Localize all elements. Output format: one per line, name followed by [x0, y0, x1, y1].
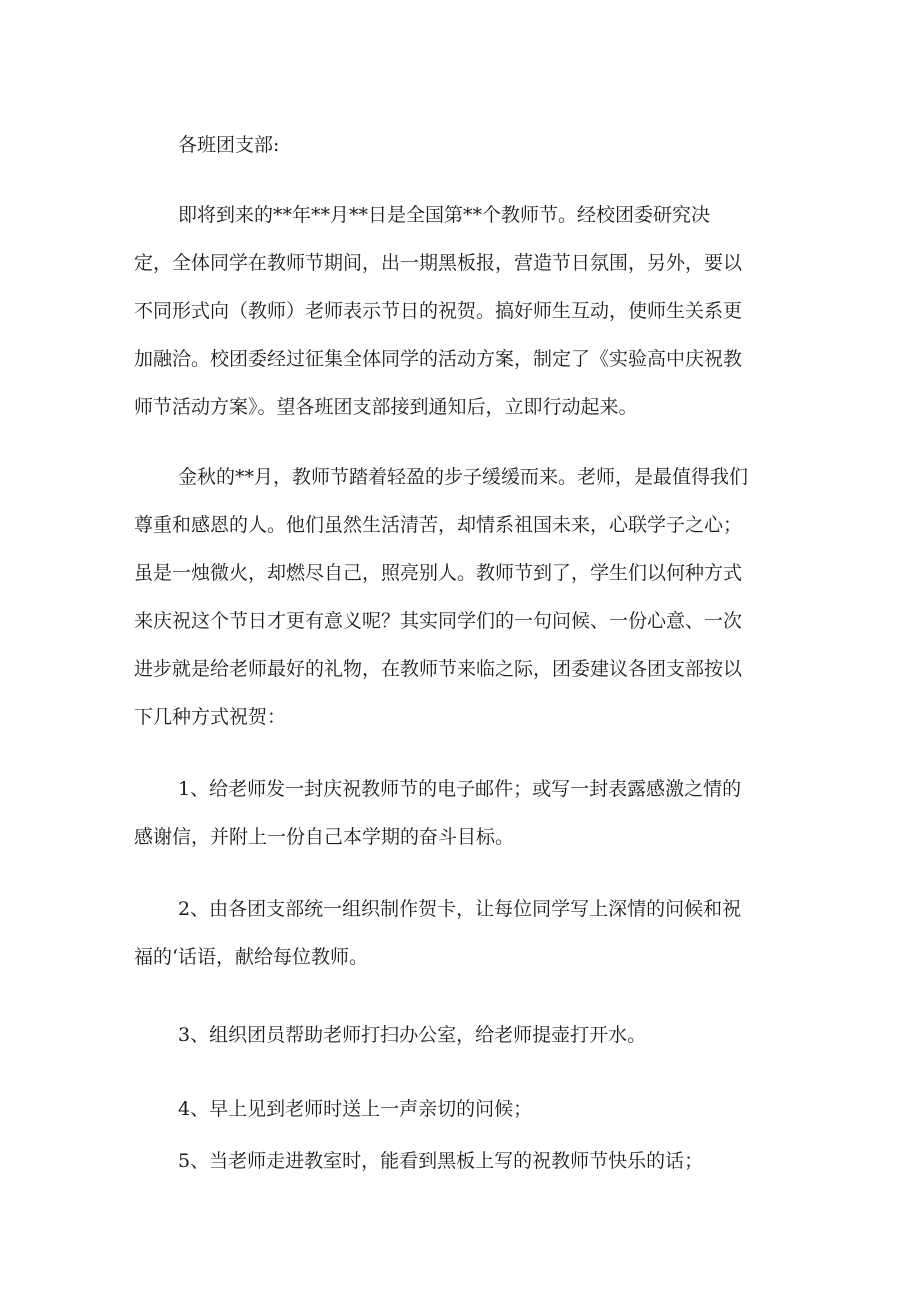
list-item-1-line-2: 感谢信，并附上一份自己本学期的奋斗目标。: [134, 826, 515, 848]
paragraph-1-line-1: 即将到来的**年**月**日是全国第**个教师节。经校团委研究决: [178, 204, 711, 226]
paragraph-2-line-6: 下几种方式祝贺：: [134, 706, 287, 728]
paragraph-2-line-5: 进步就是给老师最好的礼物，在教师节来临之际，团委建议各团支部按以: [134, 658, 743, 680]
list-item-3: 3、组织团员帮助老师打扫办公室，给老师提壶打开水。: [178, 1024, 647, 1046]
paragraph-2-line-3: 虽是一烛微火，却燃尽自己，照亮别人。教师节到了，学生们以何种方式: [134, 562, 743, 584]
list-item-2-line-2: 福的‘话语，献给每位教师。: [134, 946, 369, 968]
paragraph-2-line-4: 来庆祝这个节日才更有意义呢？其实同学们的一句问候、一份心意、一次: [134, 610, 743, 632]
list-item-2-line-1: 2、由各团支部统一组织制作贺卡，让每位同学写上深情的问候和祝: [178, 898, 742, 920]
paragraph-1-line-5: 师节活动方案》。望各班团支部接到通知后，立即行动起来。: [134, 396, 638, 418]
list-item-4: 4、早上见到老师时送上一声亲切的问候；: [178, 1098, 533, 1120]
paragraph-2-line-1: 金秋的**月，教师节踏着轻盈的步子缓缓而来。老师，是最值得我们: [178, 466, 749, 488]
paragraph-1-line-2: 定，全体同学在教师节期间，出一期黑板报，营造节日氛围，另外，要以: [134, 252, 743, 274]
paragraph-1-line-4: 加融洽。校团委经过征集全体同学的活动方案，制定了《实验高中庆祝教: [134, 348, 743, 370]
list-item-5: 5、当老师走进教室时，能看到黑板上写的祝教师节快乐的话；: [178, 1150, 704, 1172]
paragraph-2-line-2: 尊重和感恩的人。他们虽然生活清苦，却情系祖国未来，心联学子之心；: [134, 514, 743, 536]
paragraph-1-line-3: 不同形式向（教师）老师表示节日的祝贺。搞好师生互动，使师生关系更: [134, 300, 743, 322]
salutation: 各班团支部:: [178, 134, 280, 156]
list-item-1-line-1: 1、给老师发一封庆祝教师节的电子邮件；或写一封表露感激之情的: [178, 778, 742, 800]
